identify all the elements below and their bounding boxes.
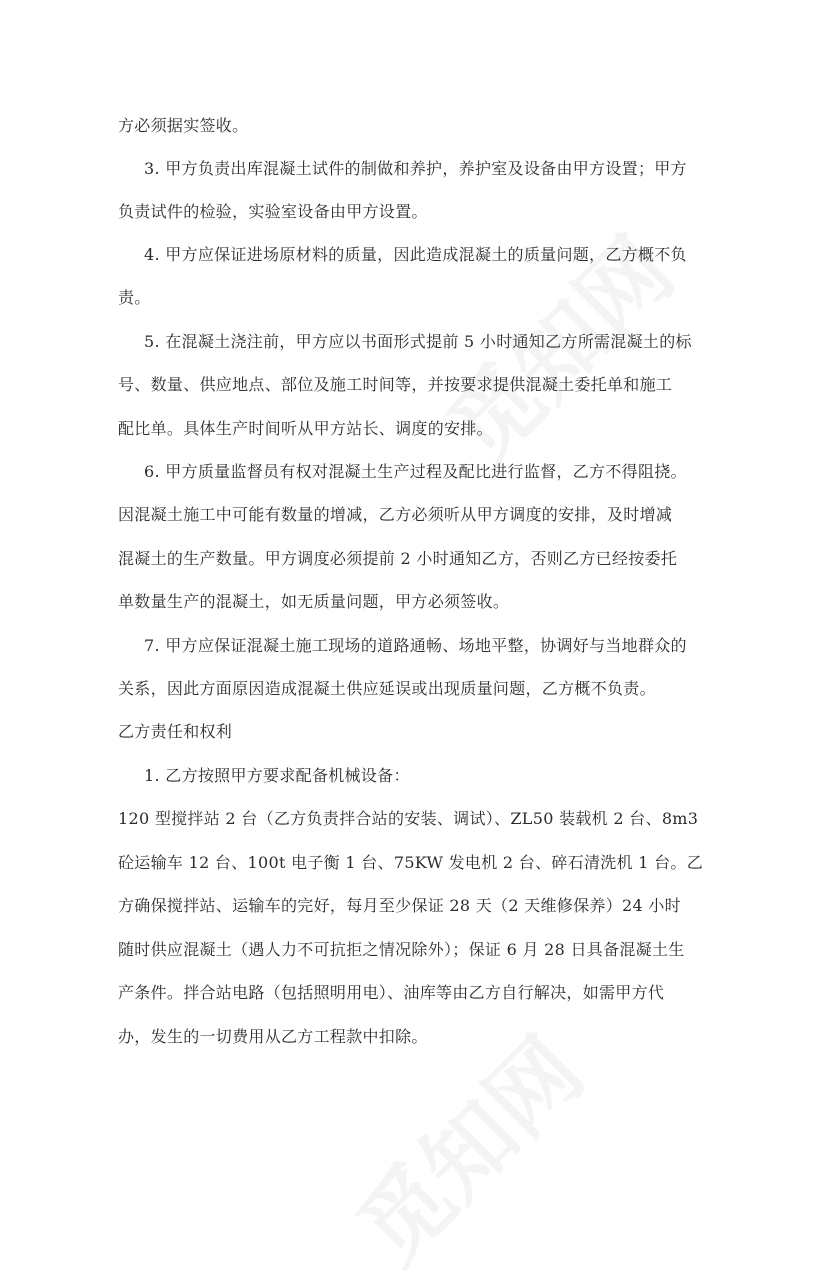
paragraph-line: 方必须据实签收。 bbox=[118, 116, 249, 135]
paragraph-line: 1. 乙方按照甲方要求配备机械设备： bbox=[144, 766, 410, 785]
paragraph-line: 负责试件的检验，实验室设备由甲方设置。 bbox=[118, 202, 428, 221]
paragraph-line: 办，发生的一切费用从乙方工程款中扣除。 bbox=[118, 1027, 428, 1046]
paragraph-line: 120 型搅拌站 2 台（乙方负责拌合站的安装、调试）、ZL50 装载机 2 台、8m3 bbox=[118, 809, 699, 828]
paragraph-line: 5. 在混凝土浇注前，甲方应以书面形式提前 5 小时通知乙方所需混凝土的标 bbox=[144, 332, 692, 351]
section-heading: 乙方责任和权利 bbox=[118, 722, 233, 741]
paragraph-line: 方确保搅拌站、运输车的完好，每月至少保证 28 天（2 天维修保养）24 小时 bbox=[118, 896, 681, 915]
paragraph-line: 6. 甲方质量监督员有权对混凝土生产过程及配比进行监督，乙方不得阻挠。 bbox=[144, 462, 687, 481]
paragraph-line: 随时供应混凝土（遇人力不可抗拒之情况除外）；保证 6 月 28 日具备混凝土生 bbox=[118, 940, 685, 959]
paragraph-line: 关系，因此方面原因造成混凝土供应延误或出现质量问题，乙方概不负责。 bbox=[118, 679, 656, 698]
paragraph-line: 砼运输车 12 台、100t 电子衡 1 台、75KW 发电机 2 台、碎石清洗机 1 台。乙 bbox=[118, 853, 704, 872]
paragraph-line: 因混凝土施工中可能有数量的增减，乙方必须听从甲方调度的安排，及时增减 bbox=[118, 505, 673, 524]
paragraph-line: 7. 甲方应保证混凝土施工现场的道路通畅、场地平整，协调好与当地群众的 bbox=[144, 636, 687, 655]
paragraph-line: 号、数量、供应地点、部位及施工时间等，并按要求提供混凝土委托单和施工 bbox=[118, 375, 673, 394]
paragraph-line: 混凝土的生产数量。甲方调度必须提前 2 小时通知乙方，否则乙方已经按委托 bbox=[118, 549, 678, 568]
paragraph-line: 3. 甲方负责出库混凝土试件的制做和养护，养护室及设备由甲方设置；甲方 bbox=[144, 159, 687, 178]
paragraph-line: 4. 甲方应保证进场原材料的质量，因此造成混凝土的质量问题，乙方概不负 bbox=[144, 245, 687, 264]
paragraph-line: 配比单。具体生产时间听从甲方站长、调度的安排。 bbox=[118, 419, 493, 438]
paragraph-line: 产条件。拌合站电路（包括照明用电）、油库等由乙方自行解决，如需甲方代 bbox=[118, 983, 665, 1002]
paragraph-line: 单数量生产的混凝土，如无质量问题，甲方必须签收。 bbox=[118, 592, 510, 611]
paragraph-line: 责。 bbox=[118, 288, 151, 307]
